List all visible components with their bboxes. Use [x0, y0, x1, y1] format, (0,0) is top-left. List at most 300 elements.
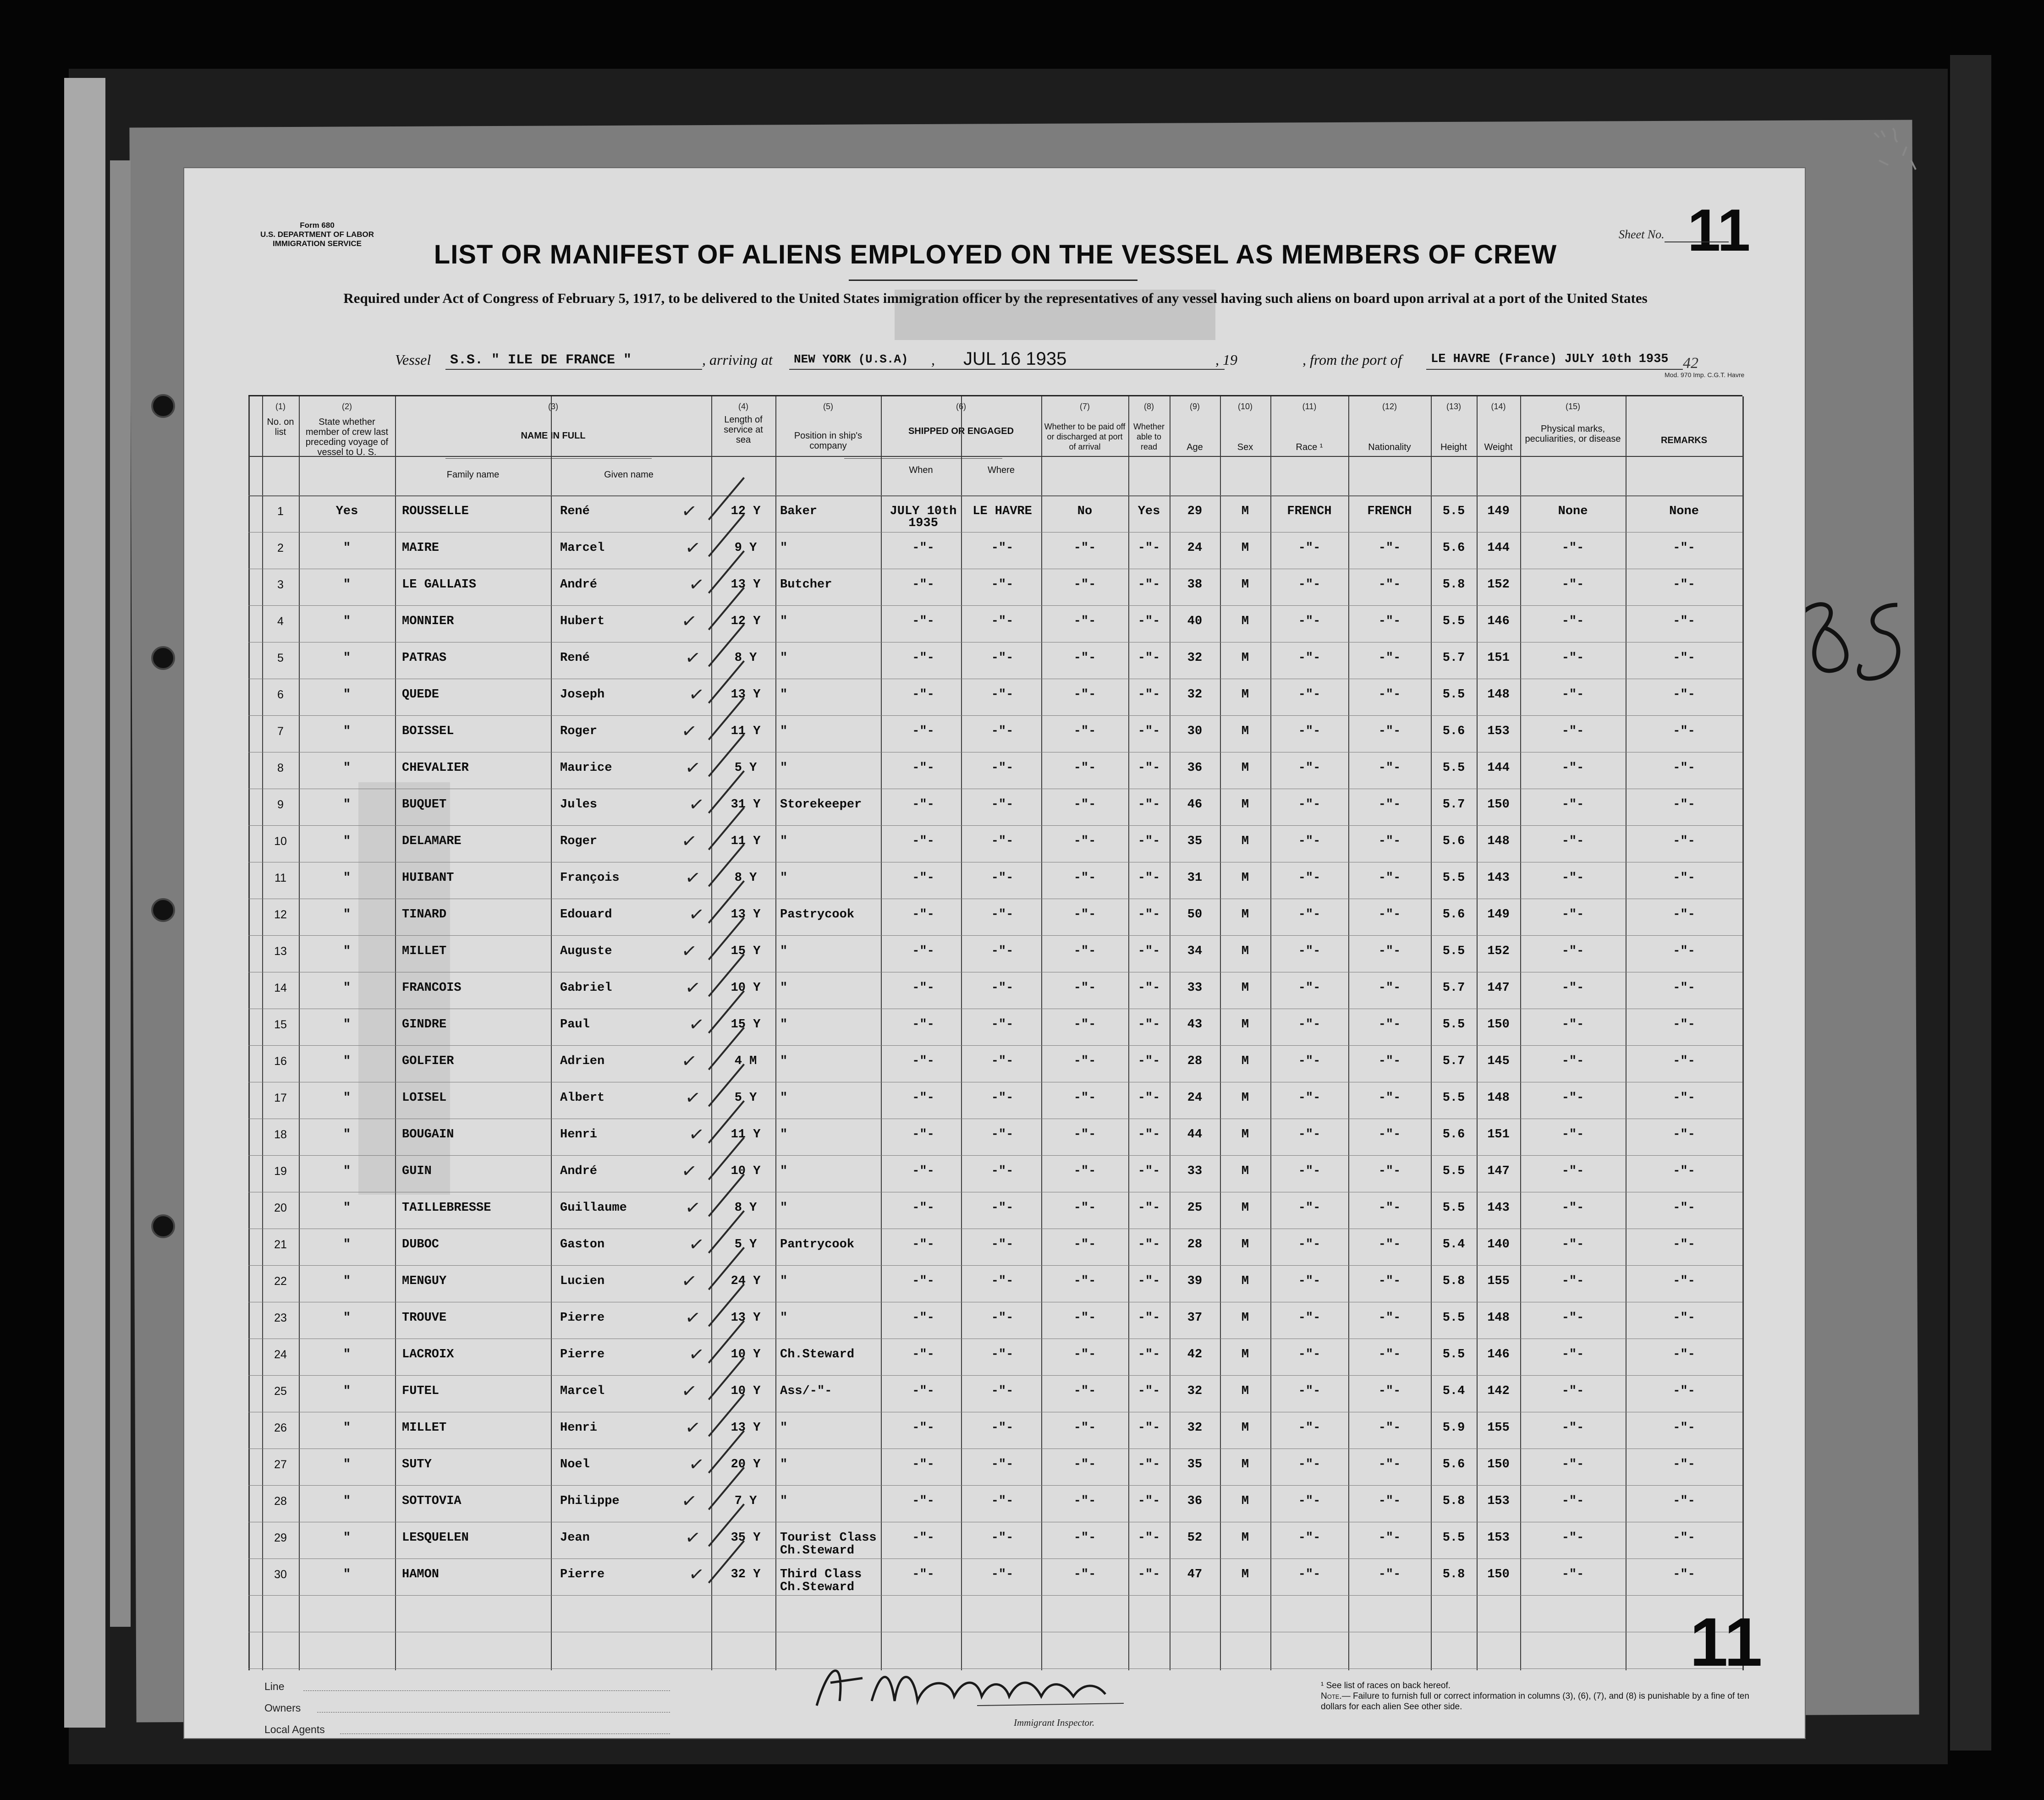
cell-marks: -"-	[1561, 1531, 1584, 1545]
cell-crew: "	[343, 944, 351, 958]
service-name: IMMIGRATION SERVICE	[273, 239, 362, 248]
cell-race: -"-	[1298, 1311, 1321, 1325]
cell-weight: 147	[1487, 1164, 1510, 1178]
department-name: U.S. DEPARTMENT OF LABOR	[260, 230, 374, 239]
cell-age: 33	[1187, 981, 1203, 995]
cell-race: -"-	[1298, 1054, 1321, 1068]
cell-family: SOTTOVIA	[402, 1494, 462, 1508]
cell-position: "	[780, 871, 788, 885]
cell-where: -"-	[991, 871, 1014, 885]
cell-marks: -"-	[1561, 834, 1584, 848]
inspector-signature	[803, 1651, 1133, 1715]
check-mark-icon: ✓	[687, 1233, 706, 1257]
cell-marks: None	[1558, 505, 1588, 518]
check-mark-icon: ✓	[687, 793, 706, 817]
cell-paid: -"-	[1073, 1568, 1096, 1581]
cell-where: -"-	[991, 1238, 1014, 1251]
cell-height: 5.5	[1442, 1018, 1465, 1032]
cell-family: GOLFIER	[402, 1054, 454, 1068]
cell-position: "	[780, 615, 788, 628]
cell-remarks: -"-	[1673, 1568, 1695, 1581]
cell-no: 6	[277, 688, 284, 701]
cell-no: 4	[277, 615, 284, 628]
cell-crew: "	[343, 1128, 351, 1141]
cell-race: -"-	[1298, 1458, 1321, 1471]
check-mark-icon: ✓	[683, 756, 702, 780]
margin-pencil-marks	[1865, 119, 1934, 188]
cell-height: 5.4	[1442, 1238, 1465, 1251]
header-height: Height	[1440, 442, 1467, 452]
check-mark-icon: ✓	[680, 499, 698, 523]
cell-family: HUIBANT	[402, 871, 454, 885]
cell-service: 12 Y	[731, 615, 761, 628]
cell-crew: "	[343, 1348, 351, 1361]
cell-weight: 144	[1487, 761, 1510, 775]
cell-nat: -"-	[1378, 908, 1401, 922]
cell-family: LESQUELEN	[402, 1531, 469, 1545]
cell-position: Ch.Steward	[780, 1348, 855, 1361]
cell-service: 13 Y	[731, 688, 761, 702]
cell-no: 10	[274, 835, 287, 848]
cell-given: René	[560, 505, 590, 518]
cell-sex: M	[1241, 651, 1249, 665]
cell-read: -"-	[1137, 1164, 1160, 1178]
cell-where: -"-	[991, 651, 1014, 665]
cell-position: Tourist Class	[780, 1531, 877, 1545]
cell-where: -"-	[991, 1311, 1014, 1325]
column-rule	[961, 396, 962, 1670]
cell-position: Storekeeper	[780, 798, 862, 812]
cell-where: -"-	[991, 1348, 1014, 1361]
cell-crew: Yes	[335, 505, 358, 518]
cell-marks: -"-	[1561, 651, 1584, 665]
document-title: LIST OR MANIFEST OF ALIENS EMPLOYED ON THE VESSEL AS MEMBERS OF CREW	[434, 240, 1557, 269]
header-weight: Weight	[1484, 442, 1513, 452]
cell-paid: -"-	[1073, 1054, 1096, 1068]
cell-remarks: -"-	[1673, 1311, 1695, 1325]
cell-weight: 149	[1487, 505, 1510, 518]
cell-weight: 144	[1487, 541, 1510, 555]
cell-given: Hubert	[560, 615, 605, 628]
cell-position: "	[780, 1274, 788, 1288]
cell-sex: M	[1241, 1164, 1249, 1178]
cell-when: -"-	[912, 1494, 934, 1508]
cell-position: Baker	[780, 505, 818, 518]
right-edge-shadow	[1950, 55, 1991, 1751]
cell-remarks: -"-	[1673, 1494, 1695, 1508]
check-mark-icon: ✓	[687, 1123, 706, 1147]
cell-position: "	[780, 1421, 788, 1435]
cell-weight: 150	[1487, 1568, 1510, 1581]
cell-family: TAILLEBRESSE	[402, 1201, 491, 1215]
cell-age: 25	[1187, 1201, 1203, 1215]
cell-given: François	[560, 871, 620, 885]
cell-race: -"-	[1298, 615, 1321, 628]
cell-nat: -"-	[1378, 944, 1401, 958]
cell-crew: "	[343, 1494, 351, 1508]
cell-nat: -"-	[1378, 1054, 1401, 1068]
cell-given: Pierre	[560, 1568, 605, 1581]
cell-position: "	[780, 1018, 788, 1032]
header-family-name: Family name	[446, 470, 500, 480]
cell-crew: "	[343, 1238, 351, 1251]
cell-position: "	[780, 1128, 788, 1141]
cell-where: -"-	[991, 1274, 1014, 1288]
header-when: When	[909, 465, 933, 475]
cell-when: -"-	[912, 1531, 934, 1545]
cell-position: "	[780, 834, 788, 848]
cell-marks: -"-	[1561, 541, 1584, 555]
manifest-sheet	[183, 167, 1806, 1739]
cell-position: Pastrycook	[780, 908, 855, 922]
cell-height: 5.6	[1442, 834, 1465, 848]
cell-sex: M	[1241, 1568, 1249, 1581]
cell-marks: -"-	[1561, 1311, 1584, 1325]
cell-crew: "	[343, 724, 351, 738]
row-rule	[248, 1595, 1742, 1596]
cell-sex: M	[1241, 1311, 1249, 1325]
cell-given: Albert	[560, 1091, 605, 1105]
column-number: (4)	[738, 402, 748, 411]
cell-age: 31	[1187, 871, 1203, 885]
sheet-number: 11	[1687, 197, 1751, 263]
cell-read: -"-	[1137, 541, 1160, 555]
cell-service: 24 Y	[731, 1274, 761, 1288]
cell-family: SUTY	[402, 1458, 432, 1471]
cell-remarks: -"-	[1673, 1531, 1695, 1545]
cell-race: -"-	[1298, 1128, 1321, 1141]
cell-weight: 147	[1487, 981, 1510, 995]
cell-age: 35	[1187, 1458, 1203, 1471]
cell-position: "	[780, 1054, 788, 1068]
cell-service: 35 Y	[731, 1531, 761, 1545]
cell-age: 44	[1187, 1128, 1203, 1141]
cell-paid: -"-	[1073, 908, 1096, 922]
cell-height: 5.6	[1442, 908, 1465, 922]
column-number: (10)	[1237, 402, 1253, 411]
check-mark-icon: ✓	[687, 1453, 706, 1476]
cell-paid: -"-	[1073, 944, 1096, 958]
cell-marks: -"-	[1561, 1238, 1584, 1251]
cell-where: -"-	[991, 1494, 1014, 1508]
cell-read: -"-	[1137, 724, 1160, 738]
cell-read: -"-	[1137, 1128, 1160, 1141]
cell-sex: M	[1241, 834, 1249, 848]
cell-remarks: -"-	[1673, 1201, 1695, 1215]
cell-service: 15 Y	[731, 1018, 761, 1032]
cell-crew: "	[343, 1018, 351, 1032]
cell-read: Yes	[1137, 505, 1160, 518]
cell-height: 5.5	[1442, 1201, 1465, 1215]
cell-no: 25	[274, 1385, 287, 1398]
cell-crew: "	[343, 1201, 351, 1215]
pencil-mark-85	[1787, 587, 1916, 706]
cell-weight: 143	[1487, 1201, 1510, 1215]
cell-read: -"-	[1137, 578, 1160, 592]
cell-service: 8 Y	[734, 1201, 757, 1215]
column-number: (9)	[1190, 402, 1200, 411]
cell-crew: "	[343, 615, 351, 628]
cell-marks: -"-	[1561, 1018, 1584, 1032]
row-rule	[248, 715, 1742, 716]
check-mark-icon: ✓	[683, 866, 702, 890]
cell-race: -"-	[1298, 798, 1321, 812]
cell-family: LACROIX	[402, 1348, 454, 1361]
arrival-date-stamp: JUL 16 1935	[963, 349, 1067, 369]
binding-strip-inner	[110, 160, 131, 1627]
cell-remarks: -"-	[1673, 1421, 1695, 1435]
cell-marks: -"-	[1561, 1421, 1584, 1435]
cell-position-line2: Ch.Steward	[780, 1580, 855, 1594]
cell-nat: -"-	[1378, 724, 1401, 738]
cell-where: -"-	[991, 981, 1014, 995]
owners-label: Owners	[264, 1702, 301, 1714]
check-mark-icon: ✓	[683, 1086, 702, 1110]
cell-age: 46	[1187, 798, 1203, 812]
cell-race: -"-	[1298, 688, 1321, 702]
cell-sex: M	[1241, 1091, 1249, 1105]
cell-remarks: -"-	[1673, 1091, 1695, 1105]
cell-no: 17	[274, 1092, 287, 1104]
cell-crew: "	[343, 578, 351, 592]
column-rule	[395, 396, 396, 1670]
cell-crew: "	[343, 1274, 351, 1288]
cell-paid: -"-	[1073, 798, 1096, 812]
cell-position: "	[780, 1494, 788, 1508]
cell-given: André	[560, 1164, 598, 1178]
cell-height: 5.8	[1442, 1274, 1465, 1288]
header-given-name: Given name	[604, 470, 654, 480]
line-label: Line	[264, 1680, 285, 1692]
cell-sex: M	[1241, 1201, 1249, 1215]
cell-read: -"-	[1137, 1348, 1160, 1361]
cell-no: 11	[275, 872, 286, 884]
cell-paid: -"-	[1073, 1091, 1096, 1105]
column-number: (15)	[1565, 402, 1580, 411]
cell-position: "	[780, 724, 788, 738]
cell-nat: -"-	[1378, 1531, 1401, 1545]
cell-crew: "	[343, 1458, 351, 1471]
check-mark-icon: ✓	[680, 1049, 698, 1073]
check-mark-icon: ✓	[683, 1196, 702, 1220]
cell-family: DUBOC	[402, 1238, 440, 1251]
cell-paid: -"-	[1073, 1531, 1096, 1545]
cell-remarks: -"-	[1673, 724, 1695, 738]
cell-when: -"-	[912, 541, 934, 555]
cell-sex: M	[1241, 724, 1249, 738]
cell-height: 5.5	[1442, 688, 1465, 702]
check-mark-icon: ✓	[687, 1343, 706, 1366]
cell-when: -"-	[912, 1091, 934, 1105]
cell-height: 5.5	[1442, 1348, 1465, 1361]
check-mark-icon: ✓	[683, 1526, 702, 1550]
cell-no: 15	[274, 1018, 287, 1031]
cell-marks: -"-	[1561, 1091, 1584, 1105]
cell-race: -"-	[1298, 761, 1321, 775]
cell-service: 31 Y	[731, 798, 761, 812]
cell-sex: M	[1241, 541, 1249, 555]
cell-marks: -"-	[1561, 1348, 1584, 1361]
cell-paid: -"-	[1073, 1238, 1096, 1251]
check-mark-icon: ✓	[687, 683, 706, 707]
cell-paid: -"-	[1073, 541, 1096, 555]
cell-where: -"-	[991, 578, 1014, 592]
vessel-underline	[445, 369, 702, 370]
races-note: ¹ See list of races on back hereof.	[1321, 1681, 1451, 1690]
cell-marks: -"-	[1561, 1494, 1584, 1508]
cell-marks: -"-	[1561, 1274, 1584, 1288]
cell-nat: -"-	[1378, 1568, 1401, 1581]
cell-crew: "	[343, 651, 351, 665]
check-mark-icon: ✓	[680, 939, 698, 963]
cell-given: Paul	[560, 1018, 590, 1032]
cell-weight: 148	[1487, 1091, 1510, 1105]
cell-age: 42	[1187, 1348, 1203, 1361]
header-position: Position in ship's company	[794, 431, 863, 451]
cell-read: -"-	[1137, 1201, 1160, 1215]
binding-strip	[64, 78, 105, 1728]
cell-read: -"-	[1137, 834, 1160, 848]
cell-race: -"-	[1298, 1274, 1321, 1288]
cell-nat: -"-	[1378, 615, 1401, 628]
header-paid-off: Whether to be paid off or discharged at port of arrival	[1044, 422, 1126, 451]
cell-paid: -"-	[1073, 1274, 1096, 1288]
cell-service: 11 Y	[731, 834, 761, 848]
cell-marks: -"-	[1561, 798, 1584, 812]
cell-crew: "	[343, 1421, 351, 1435]
cell-remarks: -"-	[1673, 688, 1695, 702]
cell-no: 13	[274, 945, 287, 958]
cell-read: -"-	[1137, 1568, 1160, 1581]
cell-sex: M	[1241, 1421, 1249, 1435]
cell-race: -"-	[1298, 1018, 1321, 1032]
cell-given: Henri	[560, 1128, 598, 1141]
cell-height: 5.7	[1442, 798, 1465, 812]
column-number: (6)	[956, 402, 966, 411]
column-number: (3)	[548, 402, 558, 411]
cell-nat: -"-	[1378, 761, 1401, 775]
cell-read: -"-	[1137, 908, 1160, 922]
cell-read: -"-	[1137, 1091, 1160, 1105]
cell-age: 36	[1187, 761, 1203, 775]
cell-service: 10 Y	[731, 1164, 761, 1178]
cell-marks: -"-	[1561, 871, 1584, 885]
row-rule	[248, 1045, 1742, 1046]
cell-nat: -"-	[1378, 1494, 1401, 1508]
cell-age: 40	[1187, 615, 1203, 628]
cell-remarks: -"-	[1673, 578, 1695, 592]
cell-position: "	[780, 1458, 788, 1471]
cell-crew: "	[343, 871, 351, 885]
cell-paid: -"-	[1073, 1018, 1096, 1032]
cell-age: 52	[1187, 1531, 1203, 1545]
bottom-sheet-number: 11	[1690, 1603, 1763, 1680]
cell-marks: -"-	[1561, 1054, 1584, 1068]
cell-given: Adrien	[560, 1054, 605, 1068]
cell-family: MILLET	[402, 944, 447, 958]
punch-hole	[151, 394, 175, 418]
arriving-label: , arriving at	[702, 351, 773, 368]
cell-weight: 152	[1487, 944, 1510, 958]
title-underline	[849, 280, 1137, 281]
cell-nat: -"-	[1378, 578, 1401, 592]
cell-position: Pantrycook	[780, 1238, 855, 1251]
cell-remarks: -"-	[1673, 1128, 1695, 1141]
cell-age: 43	[1187, 1018, 1203, 1032]
cell-where: -"-	[991, 1568, 1014, 1581]
cell-family: TROUVE	[402, 1311, 447, 1325]
cell-family: MENGUY	[402, 1274, 447, 1288]
cell-family: HAMON	[402, 1568, 440, 1581]
cell-crew: "	[343, 541, 351, 555]
cell-when: -"-	[912, 798, 934, 812]
cell-given: Philippe	[560, 1494, 620, 1508]
cell-read: -"-	[1137, 981, 1160, 995]
cell-service: 4 M	[734, 1054, 757, 1068]
header-name-in-full: NAME IN FULL	[521, 431, 586, 441]
cell-service: 5 Y	[734, 1091, 757, 1105]
check-mark-icon: ✓	[683, 1306, 702, 1330]
cell-remarks: -"-	[1673, 1018, 1695, 1032]
cell-remarks: -"-	[1673, 944, 1695, 958]
local-agents-label: Local Agents	[264, 1723, 325, 1735]
cell-height: 5.8	[1442, 1494, 1465, 1508]
cell-when: -"-	[912, 1164, 934, 1178]
cell-when: -"-	[912, 1201, 934, 1215]
cell-paid: -"-	[1073, 871, 1096, 885]
header-nationality: Nationality	[1368, 442, 1411, 452]
form-number: Form 680	[300, 221, 335, 230]
cell-nat: -"-	[1378, 1311, 1401, 1325]
header-crew-member: State whether member of crew last preceding voyage of vessel to U. S.	[305, 417, 389, 457]
cell-service: 5 Y	[734, 1238, 757, 1251]
header-able-to-read: Whether able to read	[1133, 422, 1165, 451]
cell-given: Roger	[560, 724, 598, 738]
cell-nat: -"-	[1378, 1201, 1401, 1215]
cell-paid: -"-	[1073, 1458, 1096, 1471]
cell-paid: -"-	[1073, 1201, 1096, 1215]
cell-height: 5.6	[1442, 541, 1465, 555]
cell-sex: M	[1241, 688, 1249, 702]
cell-sex: M	[1241, 1531, 1249, 1545]
check-mark-icon: ✓	[687, 903, 706, 927]
cell-age: 30	[1187, 724, 1203, 738]
cell-where: -"-	[991, 1458, 1014, 1471]
cell-marks: -"-	[1561, 1128, 1584, 1141]
cell-remarks: -"-	[1673, 1054, 1695, 1068]
cell-nat: -"-	[1378, 981, 1401, 995]
cell-height: 5.5	[1442, 944, 1465, 958]
cell-height: 5.5	[1442, 615, 1465, 628]
cell-position-line2: Ch.Steward	[780, 1544, 855, 1558]
cell-sex: M	[1241, 871, 1249, 885]
header-where: Where	[988, 465, 1015, 475]
cell-position: "	[780, 944, 788, 958]
cell-nat: -"-	[1378, 798, 1401, 812]
cell-where: -"-	[991, 1164, 1014, 1178]
punch-hole	[151, 898, 175, 922]
cell-service: 8 Y	[734, 651, 757, 665]
cell-sex: M	[1241, 944, 1249, 958]
column-number: (8)	[1144, 402, 1154, 411]
header-no-on-list: No. on list	[267, 417, 294, 437]
cell-crew: "	[343, 1164, 351, 1178]
cell-family: LE GALLAIS	[402, 578, 477, 592]
cell-position: Third Class	[780, 1568, 862, 1581]
cell-read: -"-	[1137, 1054, 1160, 1068]
cell-sex: M	[1241, 1384, 1249, 1398]
cell-age: 24	[1187, 1091, 1203, 1105]
